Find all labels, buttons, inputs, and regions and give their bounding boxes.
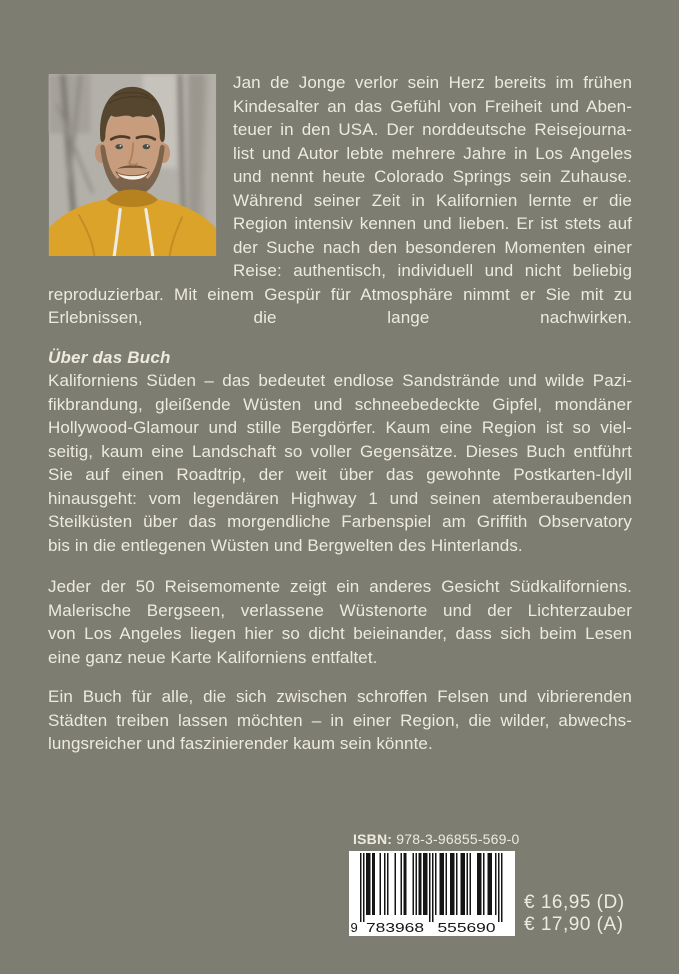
text-line: seitig, kaum eine Landschaft so voller Gegensätze. Dieses Buch entführt: [48, 441, 632, 461]
paragraph-audience: [48, 685, 632, 756]
isbn-label: ISBN:: [353, 831, 393, 847]
text-line: Hollywood-Glamour und stille Bergdörfer. Kaum eine Region ist so viel-: [48, 418, 632, 437]
text-line: Jeder der 50 Reisemomente zeigt ein anderes Gesicht Südkaliforniens.: [48, 577, 632, 596]
barcode-digit-first: 9: [350, 920, 358, 935]
text-line: der Suche nach den besonderen Momenten einer: [233, 237, 632, 257]
back-cover-text: [48, 71, 632, 756]
text-line: Erlebnissen, die lange nachwirken.: [48, 308, 632, 327]
text-line: bis in die entlegenen Wüsten und Bergwelten des Hinterlands.: [48, 535, 523, 555]
text-line: Malerische Bergseen, verlassene Wüstenorte und der Lichterzauber: [48, 600, 632, 620]
author-portrait-illustration: [48, 74, 217, 256]
text-line: Sie auf einen Roadtrip, der weit über das gewohnte Postkarten-Idyll: [48, 465, 632, 484]
about-the-book-heading: Über das Buch: [48, 347, 171, 367]
barcode-bars: [360, 853, 503, 922]
text-line: fikbrandung, gleißende Wüsten und schneebedeckte Gipfel, mondäner: [48, 394, 632, 414]
text-line: hinausgeht: vom legendären Highway 1 und seinen atemberaubenden: [48, 488, 632, 508]
text-line: von Los Angeles liegen hier so dicht beieinander, dass sich beim Lesen: [48, 624, 632, 643]
price-block: [524, 892, 625, 936]
text-line: Jan de Jonge verlor sein Herz bereits im frühen: [233, 73, 632, 92]
barcode-digits-right: 555690: [437, 920, 496, 935]
text-line: teuer in den USA. Der norddeutsche Reisejourna-: [233, 120, 632, 139]
paragraph-region: [48, 369, 632, 557]
eye-left: [115, 144, 123, 149]
barcode: [349, 851, 515, 936]
text-line: Reise: authentisch, individuell und nicht beliebig: [233, 261, 632, 280]
text-line: Region intensiv kennen und lieben. Er ist stets auf: [233, 214, 632, 233]
text-line: und nennt heute Colorado Springs sein Zuhause.: [233, 167, 632, 186]
text-line: list und Autor lebte mehrere Jahre in Los Angeles: [233, 143, 632, 163]
author-bio-section: [48, 71, 632, 330]
text-line: Steilküsten über das morgendliche Farbenspiel am Griffith Observatory: [48, 512, 632, 531]
price-germany: € 16,95 (D): [524, 892, 625, 913]
barcode-digits-left: 783968: [366, 920, 424, 935]
isbn-number: 978-3-96855-569-0: [396, 831, 520, 847]
text-line: Ein Buch für alle, die sich zwischen schroffen Felsen und vibrierenden: [48, 687, 632, 706]
text-line: Während seiner Zeit in Kalifornien lernte er die: [233, 190, 632, 210]
text-line: reproduzierbar. Mit einem Gespür für Atmosphäre nimmt er Sie mit zu: [48, 284, 632, 304]
eye-right: [143, 144, 151, 149]
text-line: eine ganz neue Karte Kaliforniens entfaltet.: [48, 647, 378, 667]
price-austria: € 17,90 (A): [524, 914, 624, 935]
text-line: Kaliforniens Süden – das bedeutet endlose Sandstrände und wilde Pazi-: [48, 371, 632, 390]
text-line: Städten treiben lassen möchten – in einer Region, die wilder, abwechs-: [48, 710, 632, 730]
isbn-line: [353, 831, 520, 847]
text-line: Kindesalter an das Gefühl von Freiheit und Aben-: [233, 96, 632, 116]
paragraph-travel-moments: [48, 575, 632, 669]
text-line: lungsreicher und faszinierender kaum sein könnte.: [48, 734, 433, 753]
ean13-barcode: [349, 851, 515, 936]
author-photo: [48, 74, 217, 256]
